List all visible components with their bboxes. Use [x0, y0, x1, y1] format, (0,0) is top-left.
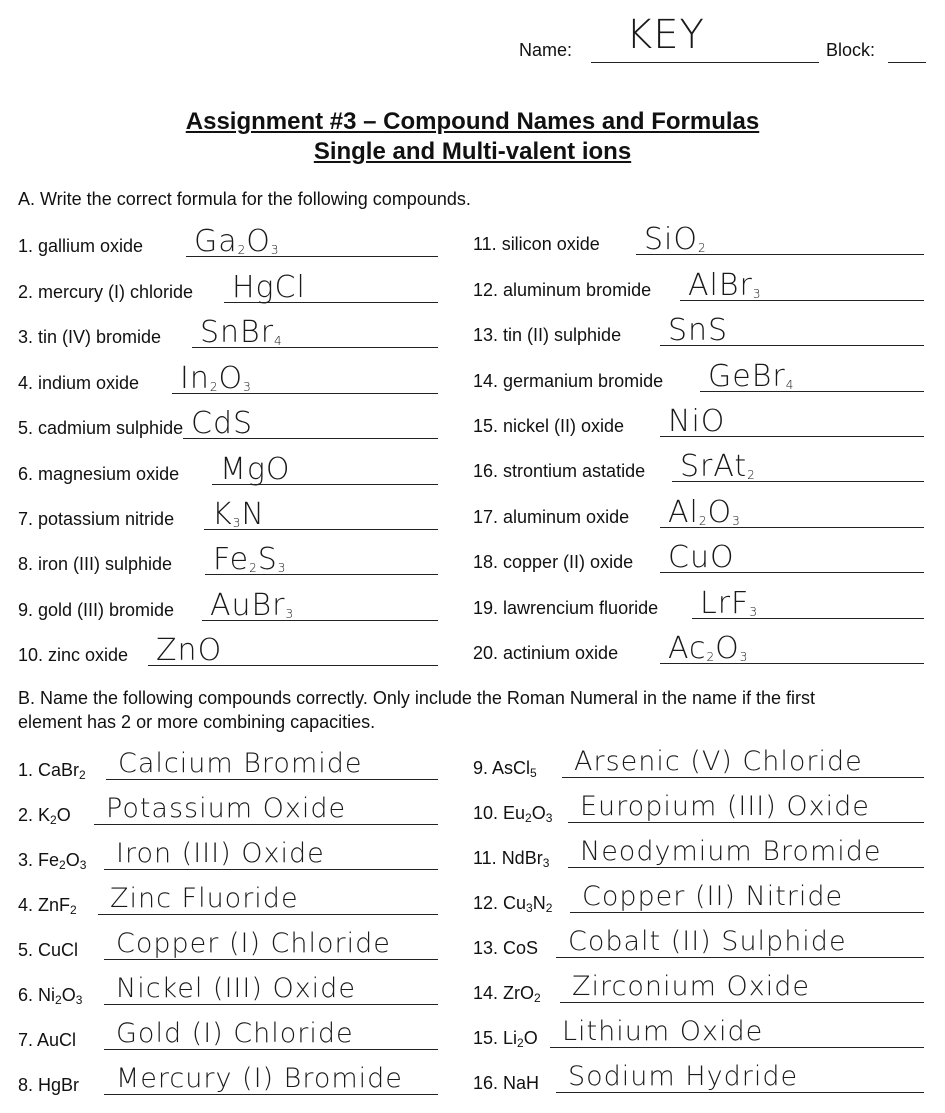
formula-part: 4. ZnF: [18, 895, 71, 915]
formula-part: 2. K: [18, 805, 51, 825]
handwritten-formula: [644, 222, 707, 257]
subscript: 2: [237, 243, 247, 257]
formula-part: 8. HgBr: [18, 1075, 80, 1095]
subscript: 2: [698, 514, 708, 528]
answer-line[interactable]: [104, 869, 438, 870]
subscript: 2: [698, 241, 707, 255]
handwritten-name: Zirconium Oxide: [572, 971, 810, 1002]
formula-part: 10. Eu: [473, 803, 526, 823]
subscript: 2: [249, 561, 258, 575]
handwritten-name: Lithium Oxide: [562, 1016, 764, 1047]
handwritten-formula: [668, 631, 748, 666]
handwritten-formula: [680, 449, 756, 484]
handwritten-formula: [668, 540, 735, 575]
subscript: 3: [542, 856, 550, 870]
formula-part: O: [65, 850, 80, 870]
section-b-instruction-line1: B. Name the following compounds correctly. Only include the Roman Numeral in the name if the first: [18, 688, 816, 708]
subscript: 2: [50, 813, 57, 827]
handwritten-formula: [156, 633, 222, 668]
formula-part: N: [532, 893, 546, 913]
name-label: Name:: [519, 40, 573, 60]
subscript: 2: [79, 768, 86, 782]
subscript: 4: [274, 334, 283, 348]
formula-part: O: [715, 631, 740, 666]
formula-part: CdS: [191, 406, 254, 441]
question-label: 19. lawrencium fluoride: [473, 598, 659, 618]
handwritten-formula: [220, 452, 291, 487]
handwritten-formula: [232, 270, 306, 305]
handwritten-name: Europium (III) Oxide: [580, 791, 870, 822]
subscript: 3: [285, 607, 295, 621]
handwritten-formula: [210, 588, 294, 623]
question-label: 5. cadmium sulphide: [18, 418, 184, 438]
formula-part: O: [523, 1028, 538, 1048]
subscript: 2: [70, 903, 77, 917]
question-label: 6. magnesium oxide: [18, 464, 180, 484]
formula-part: Al: [668, 495, 699, 530]
subscript: 3: [232, 516, 242, 530]
answer-line[interactable]: [562, 777, 924, 778]
formula-part: 16. NaH: [473, 1073, 540, 1093]
answer-line[interactable]: [104, 1094, 438, 1095]
formula-part: LrF: [700, 586, 750, 621]
subscript: 3: [79, 858, 87, 872]
formula-part: ZnO: [156, 633, 223, 668]
compound-label: [18, 805, 71, 826]
handwritten-name: Sodium Hydride: [568, 1061, 799, 1092]
question-label: 13. tin (II) sulphide: [473, 325, 622, 345]
compound-label: [18, 760, 86, 781]
formula-part: N: [241, 497, 265, 532]
formula-part: S: [257, 542, 278, 577]
question-label: 2. mercury (I) chloride: [18, 282, 194, 302]
handwritten-name: Zinc Fluoride: [110, 883, 299, 914]
handwritten-formula: [191, 406, 253, 441]
handwritten-formula: [668, 313, 728, 348]
handwritten-formula: [668, 495, 741, 530]
answer-line[interactable]: [106, 779, 438, 780]
compound-label: [18, 1075, 79, 1096]
answer-line[interactable]: [568, 822, 924, 823]
compound-label: [473, 1028, 538, 1049]
formula-part: 15. Li: [473, 1028, 518, 1048]
answer-line[interactable]: [98, 914, 438, 915]
compound-label: [473, 938, 538, 959]
subscript: 2: [517, 1036, 524, 1050]
formula-part: 11. NdBr: [473, 848, 543, 868]
subscript: 3: [739, 650, 749, 664]
handwritten-name: Neodymium Bromide: [580, 836, 882, 867]
handwritten-formula: [213, 542, 286, 577]
formula-part: Ac: [668, 631, 707, 666]
compound-label: [18, 1030, 76, 1051]
formula-part: O: [531, 803, 546, 823]
compound-label: [18, 895, 77, 916]
answer-line[interactable]: [550, 1047, 924, 1048]
compound-label: [18, 985, 82, 1006]
name-value: KEY: [626, 12, 705, 58]
answer-line[interactable]: [104, 959, 438, 960]
subscript: 5: [530, 766, 537, 780]
formula-part: 6. Ni: [18, 985, 56, 1005]
answer-line[interactable]: [556, 1092, 924, 1093]
formula-part: SrAt: [680, 449, 748, 484]
question-label: 17. aluminum oxide: [473, 507, 630, 527]
answer-line[interactable]: [560, 1002, 924, 1003]
handwritten-formula: [700, 586, 758, 621]
compound-label: [473, 1073, 539, 1094]
formula-part: 9. AsCl: [473, 758, 531, 778]
handwritten-formula: [668, 404, 725, 439]
formula-part: 12. Cu: [473, 893, 527, 913]
compound-label: [473, 893, 552, 914]
formula-part: SnS: [668, 313, 729, 348]
formula-part: O: [61, 985, 76, 1005]
question-label: 16. strontium astatide: [473, 461, 646, 481]
question-label: 15. nickel (II) oxide: [473, 416, 625, 436]
answer-line[interactable]: [568, 867, 924, 868]
formula-part: In: [180, 361, 210, 396]
formula-part: Fe: [213, 542, 250, 577]
formula-part: CuO: [668, 540, 735, 575]
subscript: 3: [75, 993, 83, 1007]
formula-part: 1. CaBr: [18, 760, 80, 780]
handwritten-formula: [708, 359, 794, 394]
block-field-line[interactable]: [888, 62, 926, 63]
section-a-instruction: A. Write the correct formula for the following compounds.: [18, 189, 471, 209]
formula-part: O: [218, 361, 244, 396]
question-label: 1. gallium oxide: [18, 236, 144, 256]
question-label: 10. zinc oxide: [18, 645, 129, 665]
formula-part: O: [246, 224, 271, 259]
formula-part: K: [212, 497, 233, 532]
subscript: 2: [545, 901, 553, 915]
question-label: 11. silicon oxide: [473, 234, 600, 254]
subscript: 2: [525, 811, 532, 825]
formula-part: GeBr: [708, 359, 786, 394]
handwritten-name: Mercury (I) Bromide: [116, 1063, 403, 1094]
question-label: 14. germanium bromide: [473, 371, 664, 391]
handwritten-formula: [180, 361, 252, 396]
question-label: 7. potassium nitride: [18, 509, 175, 529]
subscript: 3: [732, 514, 741, 528]
answer-line[interactable]: [104, 1004, 438, 1005]
answer-line[interactable]: [556, 957, 924, 958]
handwritten-formula: [194, 224, 280, 259]
assignment-title: Assignment #3 – Compound Names and Formulas: [185, 108, 760, 135]
formula-part: AlBr: [688, 268, 753, 303]
subscript: 2: [55, 993, 62, 1007]
answer-line[interactable]: [104, 1049, 438, 1050]
formula-part: AuBr: [210, 588, 286, 623]
formula-part: O: [707, 495, 733, 530]
answer-line[interactable]: [94, 824, 438, 825]
handwritten-formula: [688, 268, 761, 303]
subscript: 3: [243, 380, 252, 394]
handwritten-name: Iron (III) Oxide: [116, 838, 325, 869]
handwritten-formula: [212, 497, 265, 532]
subscript: 4: [785, 378, 795, 392]
compound-label: [473, 803, 552, 824]
subscript: 3: [270, 243, 280, 257]
formula-part: MgO: [220, 452, 291, 487]
subscript: 2: [59, 858, 66, 872]
handwritten-name: Calcium Bromide: [118, 748, 363, 779]
formula-part: NiO: [668, 404, 726, 439]
subscript: 3: [277, 561, 287, 575]
subscript: 3: [752, 287, 762, 301]
handwritten-name: Arsenic (V) Chloride: [574, 746, 863, 777]
subscript: 2: [209, 380, 219, 394]
subscript: 3: [545, 811, 553, 825]
formula-part: HgCl: [232, 270, 306, 305]
question-label: 20. actinium oxide: [473, 643, 619, 663]
compound-label: [473, 983, 541, 1004]
subscript: 3: [749, 605, 758, 619]
compound-label: [473, 848, 549, 869]
formula-part: SiO: [644, 222, 698, 257]
formula-part: 14. ZrO: [473, 983, 535, 1003]
question-label: 3. tin (IV) bromide: [18, 327, 162, 347]
question-label: 12. aluminum bromide: [473, 280, 652, 300]
formula-part: 5. CuCl: [18, 940, 79, 960]
question-label: 18. copper (II) oxide: [473, 552, 634, 572]
assignment-subtitle: Single and Multi-valent ions: [313, 138, 632, 165]
section-b-instruction-line2: element has 2 or more combining capacities.: [18, 712, 376, 732]
subscript: 2: [706, 650, 716, 664]
compound-label: [18, 850, 86, 871]
formula-part: Ga: [194, 224, 238, 259]
block-label: Block:: [826, 40, 876, 60]
formula-part: O: [56, 805, 71, 825]
formula-part: 7. AuCl: [18, 1030, 77, 1050]
subscript: 2: [747, 468, 756, 482]
subscript: 2: [534, 991, 541, 1005]
formula-part: 3. Fe: [18, 850, 60, 870]
name-field-line[interactable]: [591, 62, 819, 63]
question-label: 9. gold (III) bromide: [18, 600, 175, 620]
handwritten-name: Gold (I) Chloride: [116, 1018, 354, 1049]
question-label: 8. iron (III) sulphide: [18, 554, 173, 574]
compound-label: [18, 940, 78, 961]
handwritten-name: Copper (I) Chloride: [116, 928, 391, 959]
formula-part: 13. CoS: [473, 938, 539, 958]
formula-part: SnBr: [200, 315, 275, 350]
answer-line[interactable]: [570, 912, 924, 913]
handwritten-formula: [200, 315, 283, 350]
handwritten-name: Copper (II) Nitride: [582, 881, 844, 912]
question-label: 4. indium oxide: [18, 373, 140, 393]
subscript: 3: [526, 901, 533, 915]
handwritten-name: Cobalt (II) Sulphide: [568, 926, 847, 957]
compound-label: [473, 758, 537, 779]
handwritten-name: Potassium Oxide: [106, 793, 347, 824]
handwritten-name: Nickel (III) Oxide: [116, 973, 356, 1004]
